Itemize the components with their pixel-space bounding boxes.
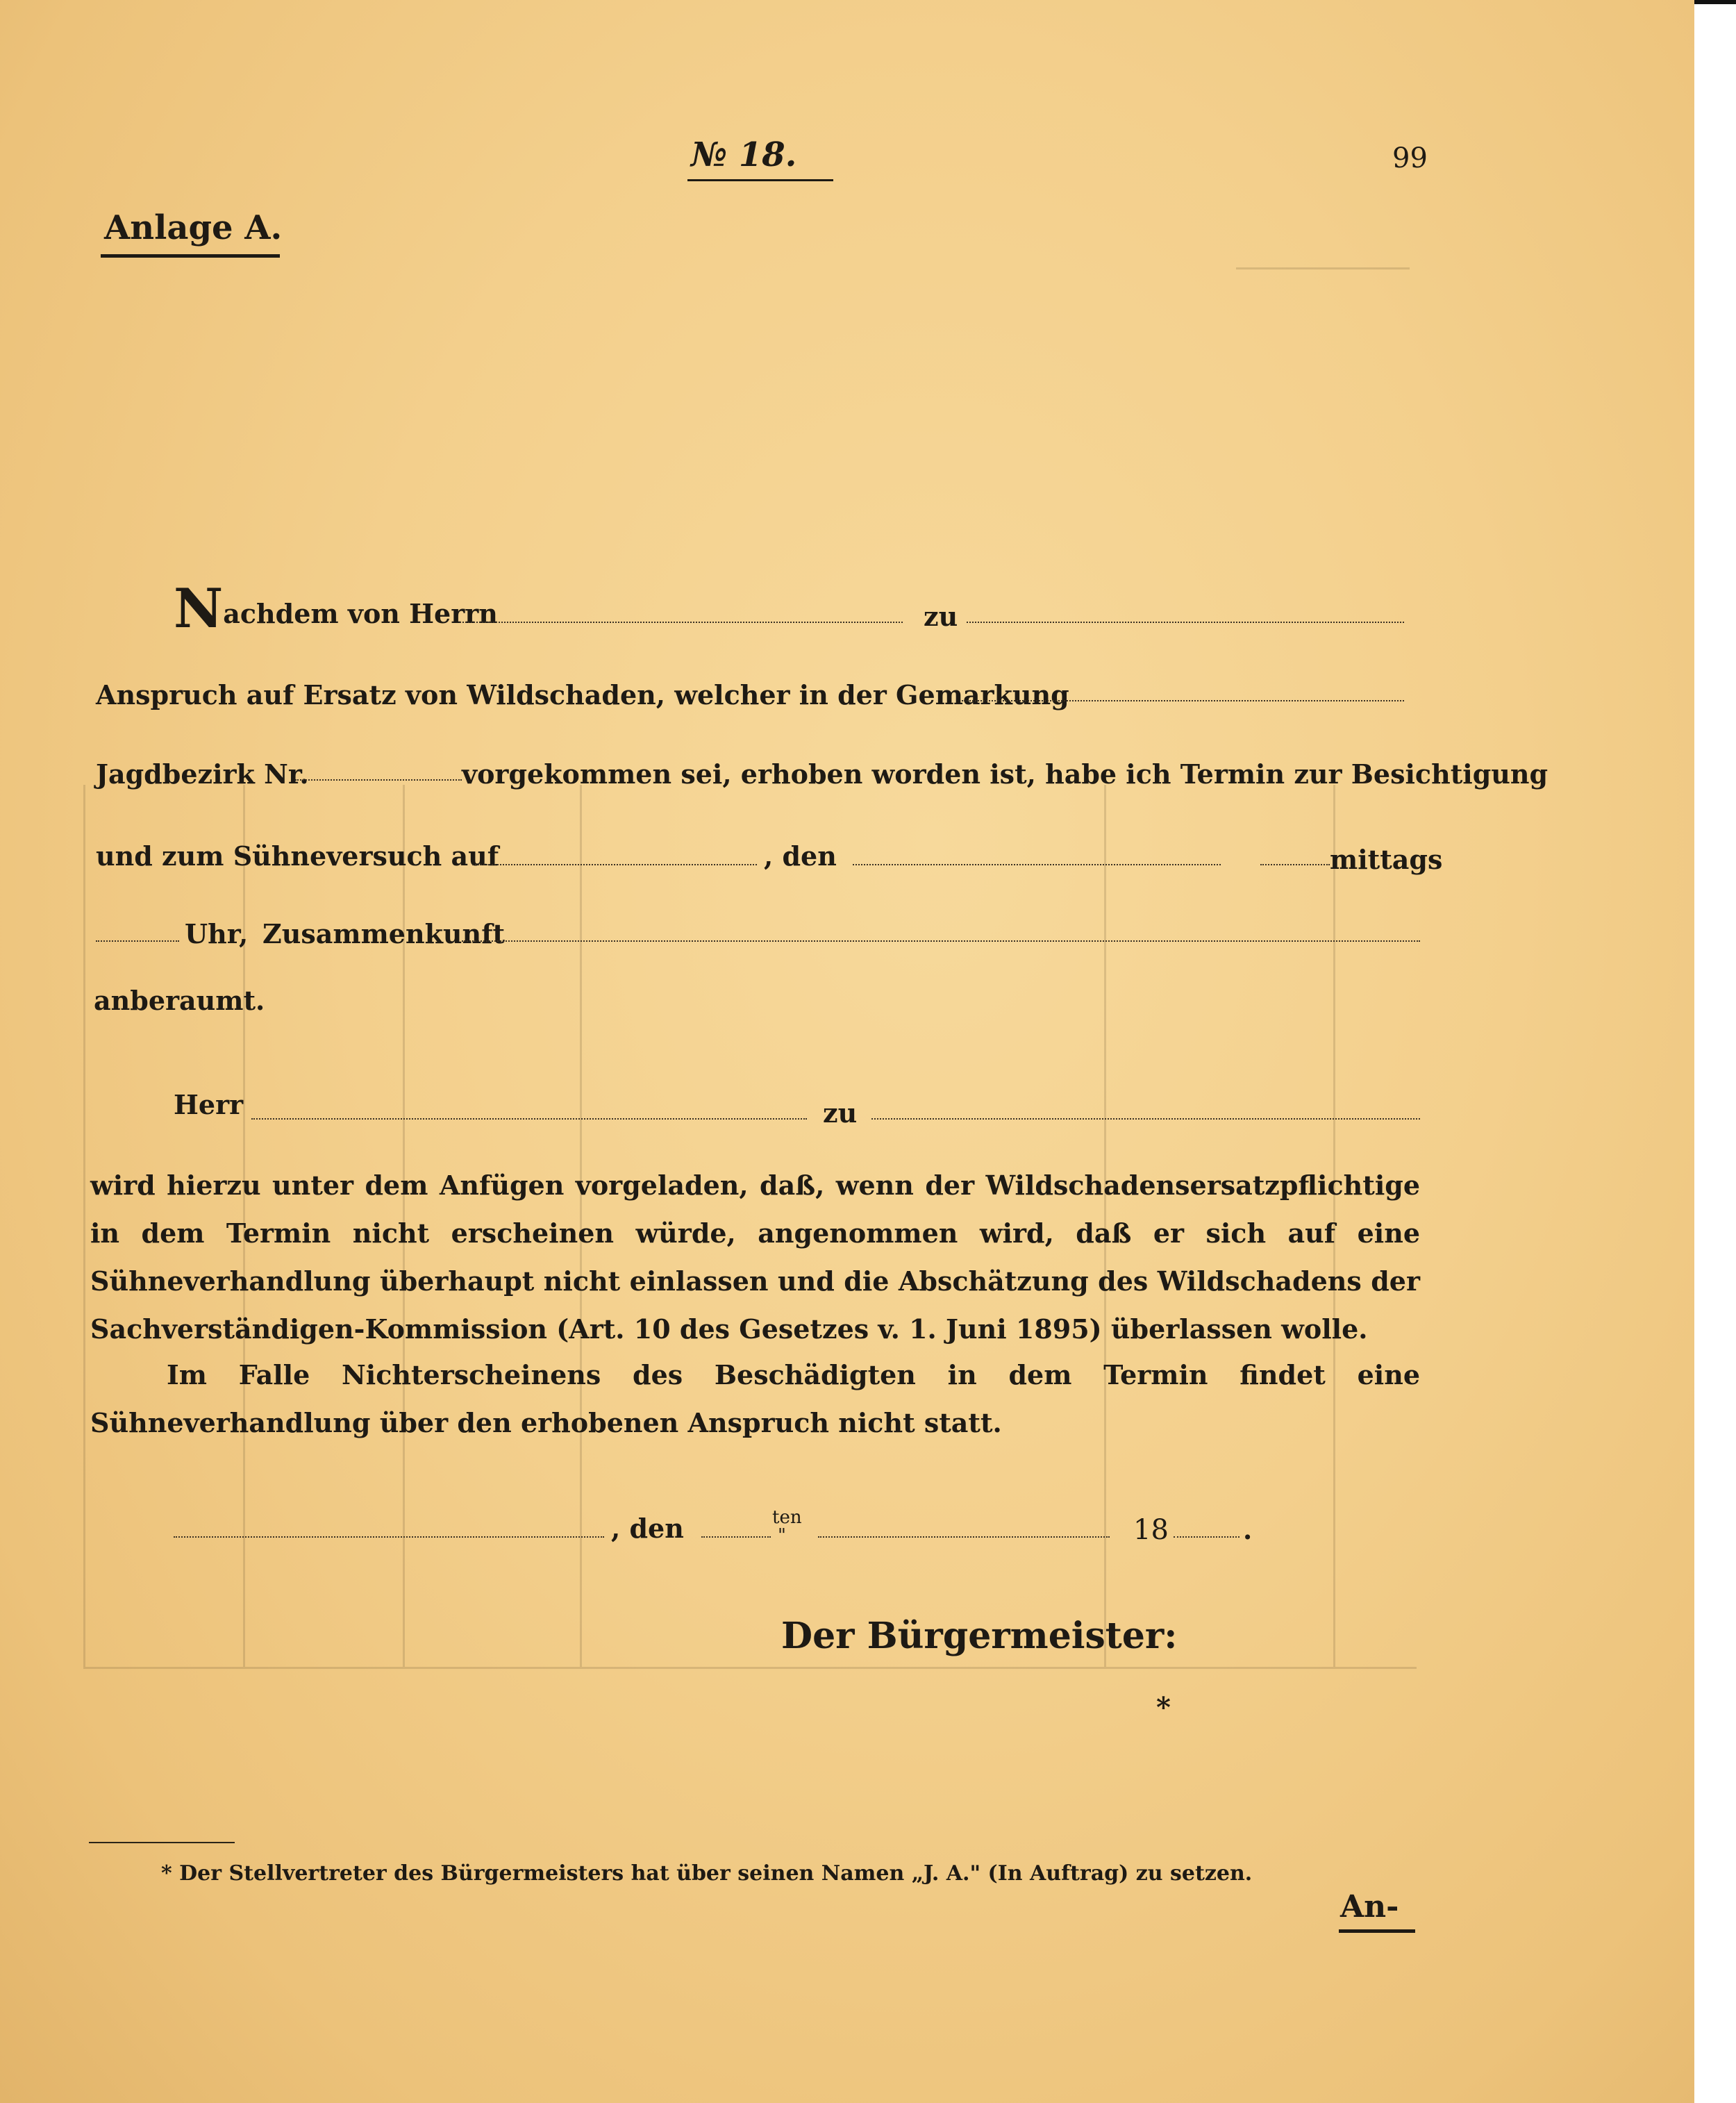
blank-date-field[interactable] xyxy=(853,864,1221,865)
footnote-text: * Der Stellvertreter des Bürgermeisters hat über seinen Namen „J. A." (In Auftrag) zu setzen. xyxy=(161,1861,1253,1886)
annex-label: Anlage A. xyxy=(104,208,283,247)
date-line-period: . xyxy=(1243,1514,1253,1545)
blank-name-field[interactable] xyxy=(460,622,903,623)
blank-hour-field[interactable] xyxy=(96,940,179,942)
blank-place-field[interactable] xyxy=(967,622,1404,623)
date-line-year: 18 xyxy=(1133,1514,1169,1546)
form-line-1-prefix xyxy=(174,577,498,640)
form-line-3-text: vorgekommen sei, erhoben worden ist, habe ich Termin zur Besichtigung xyxy=(462,758,1549,790)
footnote-rule xyxy=(89,1842,235,1843)
date-line-ditto: " xyxy=(778,1525,786,1546)
form-line-5-uhr: Uhr, xyxy=(185,918,249,949)
date-line-den: , den xyxy=(611,1513,684,1544)
body-paragraph-1: wird hierzu unter dem Anfügen vorgeladen, daß, wenn der Wildschadensersatzpflichtige in dem Termin nicht erscheinen würde, angenommen wird, daß er sich auf eine Sühneverhandlung überhaupt nicht einlassen und die Abschätzung des Wildschadens der Sachverständigen-Kommission (Art. 10 des Gesetzes v. 1. Juni 1895) überlassen wolle. xyxy=(90,1170,1420,1345)
form-line-4-den: , den xyxy=(764,840,837,872)
blank-gemarkung-field[interactable] xyxy=(962,700,1404,701)
blank-year-field[interactable] xyxy=(1174,1536,1240,1538)
annex-underline xyxy=(101,254,280,258)
document-number: № 18. xyxy=(691,135,797,174)
signature-title: Der Bürgermeister: xyxy=(781,1615,1178,1657)
form-line-4-mittags: mittags xyxy=(1330,844,1443,875)
blank-place-of-issue-field[interactable] xyxy=(174,1536,604,1538)
form-line-7-herr: Herr xyxy=(174,1089,244,1120)
show-through-rule xyxy=(83,785,85,1667)
form-line-3-label: Jagdbezirk Nr. xyxy=(96,758,309,790)
catchword-underline xyxy=(1339,1929,1415,1933)
show-through-rule xyxy=(83,1667,1417,1669)
blank-jagdbezirk-field[interactable] xyxy=(295,779,462,781)
date-line-ten: ten xyxy=(772,1507,802,1528)
initial-capital: N xyxy=(174,577,224,640)
blank-weekday-field[interactable] xyxy=(472,864,757,865)
form-line-4-label: und zum Sühneversuch auf xyxy=(96,840,499,872)
form-line-1-text: achdem von Herrn xyxy=(223,598,498,629)
blank-day-field[interactable] xyxy=(701,1536,771,1538)
blank-meeting-place-field[interactable] xyxy=(462,940,1420,942)
form-line-7-zu: zu xyxy=(823,1097,858,1129)
show-through-rule xyxy=(1236,267,1410,269)
form-line-6: anberaumt. xyxy=(94,985,265,1016)
blank-time-of-day-field[interactable] xyxy=(1260,864,1330,865)
scan-edge-mark xyxy=(1694,0,1736,4)
signature-asterisk: * xyxy=(1156,1691,1171,1724)
blank-respondent-place-field[interactable] xyxy=(871,1118,1420,1120)
body-paragraph-2: Im Falle Nichterscheinens des Beschädigten in dem Termin findet eine Sühneverhandlung über den erhobenen Anspruch nicht statt. xyxy=(90,1359,1420,1438)
page-number: 99 xyxy=(1392,142,1428,174)
number-underline xyxy=(687,179,833,181)
form-line-2: Anspruch auf Ersatz von Wildschaden, welcher in der Gemarkung xyxy=(96,679,1069,710)
catchword: An- xyxy=(1340,1889,1399,1925)
form-line-5-zusammenkunft: Zusammenkunft xyxy=(262,918,506,949)
blank-month-field[interactable] xyxy=(818,1536,1110,1538)
form-line-1-zu: zu xyxy=(924,601,958,632)
blank-respondent-field[interactable] xyxy=(251,1118,807,1120)
